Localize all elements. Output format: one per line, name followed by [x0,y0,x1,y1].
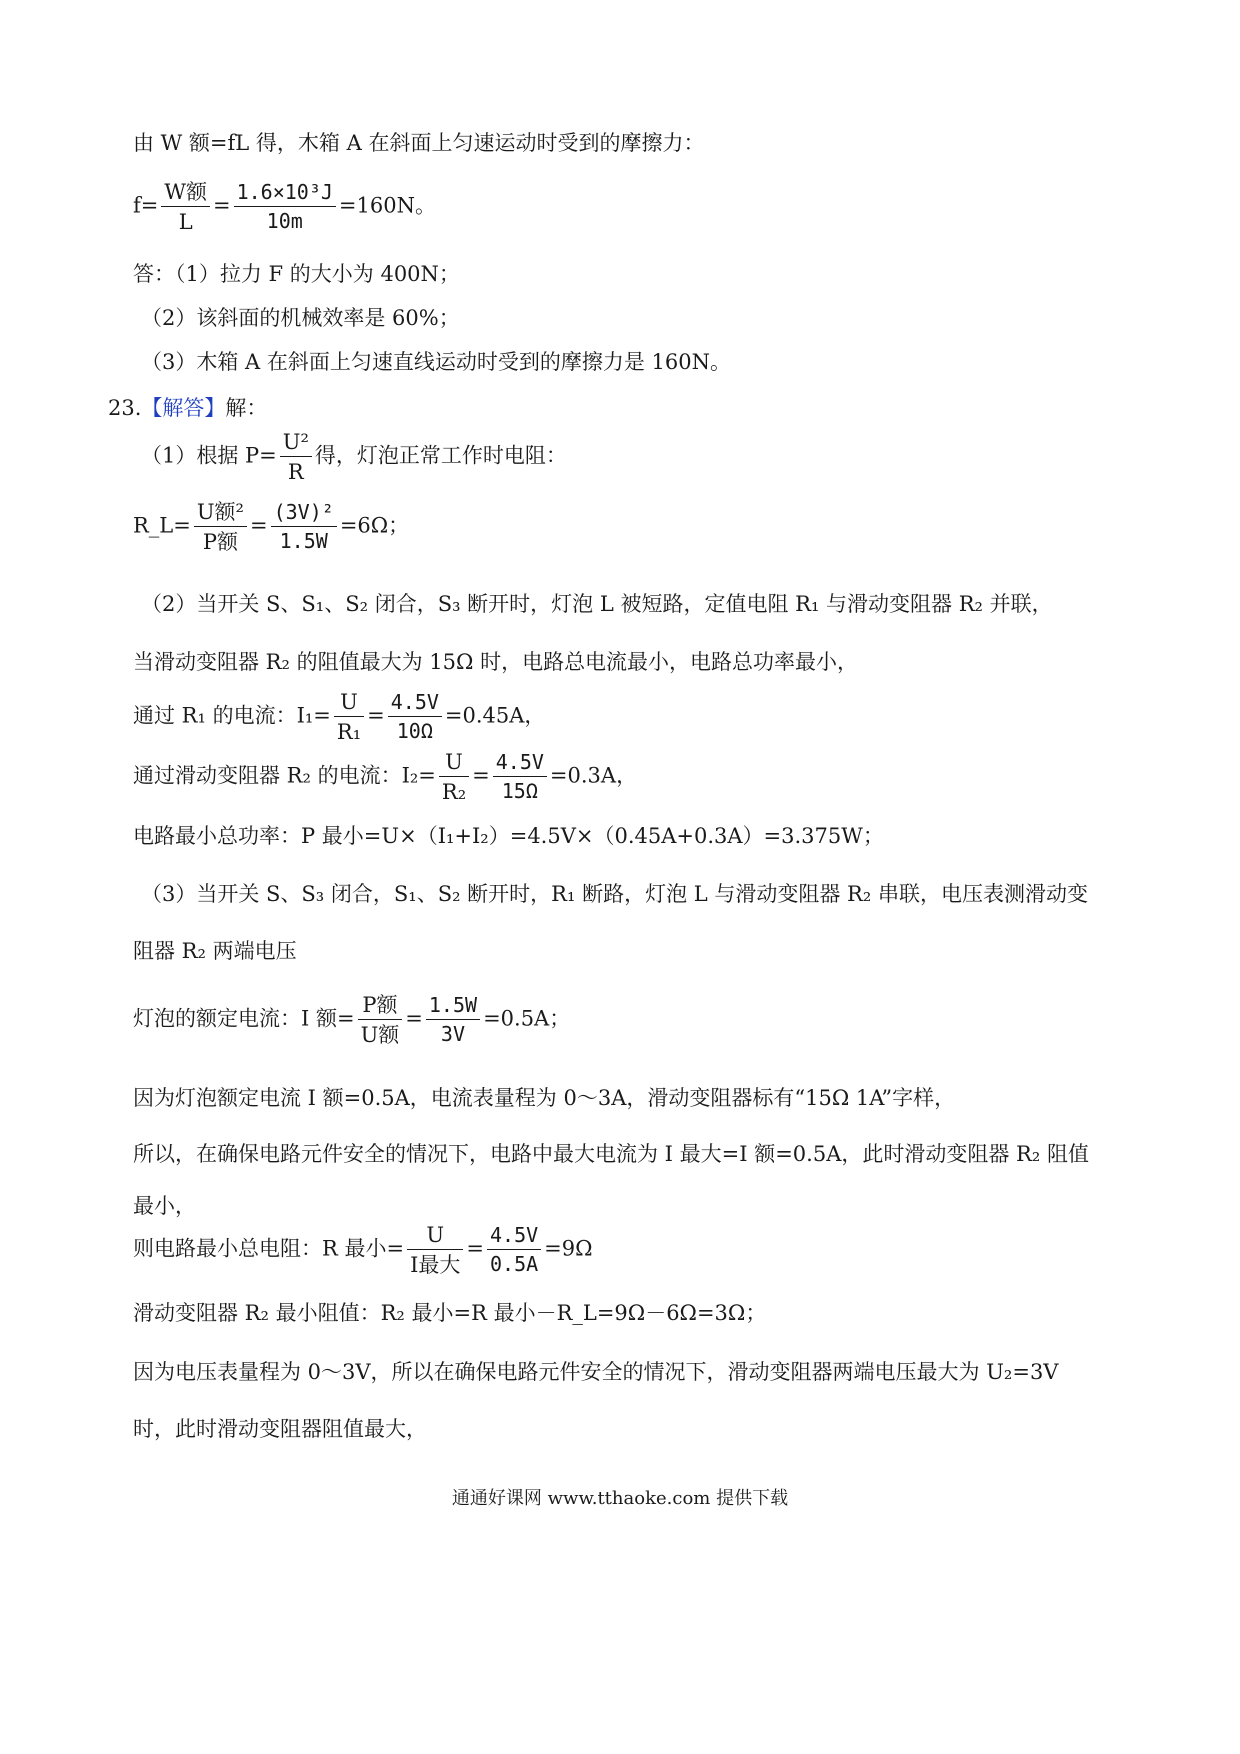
text-line: 滑动变阻器 R₂ 最小阻值：R₂ 最小=R 最小－R_L=9Ω－6Ω=3Ω； [133,1301,767,1325]
numerator: (3V)² [271,501,337,527]
eq-lhs: f= [133,193,159,218]
denominator: U额 [360,1023,400,1048]
denominator: R₂ [441,780,467,805]
fraction [426,994,480,1046]
eq-sign: = [212,193,231,218]
fraction [334,690,364,744]
text-line: 由 W 额=fL 得，木箱 A 在斜面上匀速运动时受到的摩擦力： [133,131,705,155]
denominator: 0.5A [490,1252,539,1277]
question-number: 23. [108,396,142,420]
denominator: 10Ω [396,719,433,744]
equation-rl [133,500,409,554]
eq-result: =0.45A， [444,703,546,728]
fraction [194,500,247,554]
numerator: U² [280,430,312,457]
fraction [487,1224,541,1276]
question-intro: 解： [225,396,268,420]
fraction [234,181,336,233]
text-line: 因为灯泡额定电流 I 额=0.5A，电流表量程为 0～3A，滑动变阻器标有“15Ω 1A”字样， [133,1086,956,1110]
denominator: 15Ω [501,779,538,804]
numerator: 1.6×10³J [234,181,336,207]
equation-i1 [133,690,545,744]
eq-lhs: 通过滑动变阻器 R₂ 的电流：I₂= [133,763,436,788]
denominator: R₁ [336,720,362,745]
text-line: 最小， [133,1194,196,1218]
fraction [439,750,469,804]
denominator: L [178,210,193,235]
numerator: 4.5V [493,751,547,777]
text-line: 当滑动变阻器 R₂ 的阻值最大为 15Ω 时，电路总电流最小，电路总功率最小， [133,650,859,674]
eq-sign: = [367,703,385,728]
numerator: U [439,750,469,777]
fraction [271,501,337,553]
equation-i2 [133,750,637,804]
eq-result: =0.5A； [483,1006,571,1031]
equation-rmin [133,1223,593,1277]
fraction [407,1223,463,1277]
text-line: （3）木箱 A 在斜面上匀速直线运动时受到的摩擦力是 160N。 [141,350,732,374]
denominator: I最大 [410,1253,461,1278]
eq-sign: = [472,763,490,788]
numerator: P额 [358,993,403,1020]
eq-result: =160N。 [338,193,436,218]
text-line: 答：（1）拉力 F 的大小为 400N； [133,262,460,286]
text-line: 因为电压表量程为 0～3V，所以在确保电路元件安全的情况下，滑动变阻器两端电压最大为 U₂=3V [133,1360,1059,1384]
eq-sign: = [405,1006,423,1031]
eq-sign: = [249,513,268,538]
numerator: U [407,1223,463,1250]
eq-lhs: R_L= [133,513,191,538]
text-line: 电路最小总功率：P 最小=U×（I₁+I₂）=4.5V×（0.45A+0.3A）=3.375W； [133,824,884,848]
numerator: W额 [161,180,210,207]
denominator: 3V [440,1022,466,1047]
equation-irated [133,993,570,1047]
text-line: 时，此时滑动变阻器阻值最大， [133,1417,427,1441]
question-header [108,398,267,419]
numerator: U [334,690,364,717]
text-line: （2）该斜面的机械效率是 60%； [141,306,460,330]
eq-lhs: 灯泡的额定电流：I 额= [133,1006,355,1031]
denominator: 10m [266,209,303,234]
numerator: 4.5V [388,691,442,717]
denominator: R [287,460,304,485]
numerator: 4.5V [487,1224,541,1250]
denominator: P额 [202,530,238,555]
answer-tag: 【解答】 [141,396,226,420]
text-line: 所以，在确保电路元件安全的情况下，电路中最大电流为 I 最大=I 额=0.5A，此时滑动变阻器 R₂ 阻值 [133,1142,1089,1166]
page-footer: 通通好课网 www.tthaoke.com 提供下载 [451,1488,789,1509]
eq-result: =6Ω； [339,513,410,538]
eq-pre: （1）根据 P= [141,443,277,468]
eq-result: =9Ω [544,1236,593,1261]
fraction [388,691,442,743]
fraction [161,180,210,234]
text-line: （3）当开关 S、S₃ 闭合，S₁、S₂ 断开时，R₁ 断路，灯泡 L 与滑动变阻器 R₂ 串联，电压表测滑动变 [141,882,1088,906]
numerator: 1.5W [426,994,480,1020]
equation-friction [133,180,436,234]
eq-lhs: 则电路最小总电阻：R 最小= [133,1236,405,1261]
equation-power [141,430,567,484]
fraction [358,993,403,1047]
fraction [280,430,312,484]
eq-sign: = [466,1236,484,1261]
eq-result: =0.3A， [549,763,638,788]
numerator: U额² [194,500,247,527]
fraction [493,751,547,803]
eq-post: 得，灯泡正常工作时电阻： [314,443,567,468]
denominator: 1.5W [279,529,328,554]
eq-lhs: 通过 R₁ 的电流：I₁= [133,703,331,728]
text-line: （2）当开关 S、S₁、S₂ 闭合，S₃ 断开时，灯泡 L 被短路，定值电阻 R₁ 与滑动变阻器 R₂ 并联， [141,592,1053,616]
text-line: 阻器 R₂ 两端电压 [133,939,297,963]
